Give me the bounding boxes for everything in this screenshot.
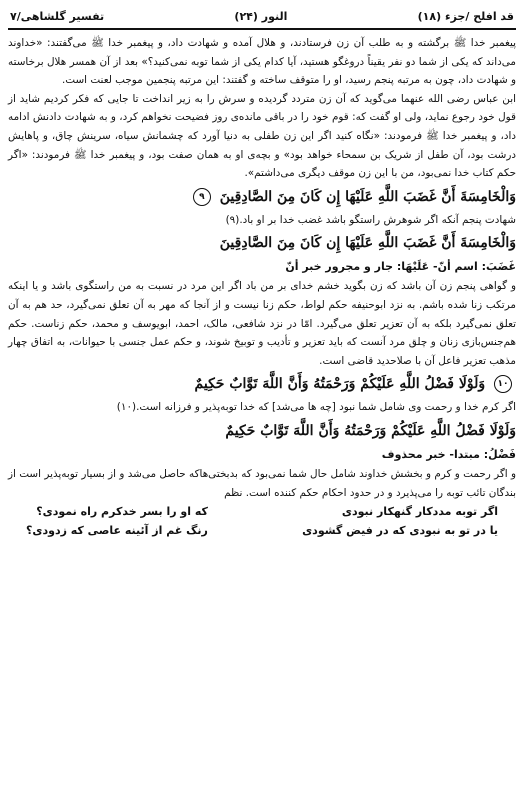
- header-book: تفسیر گلشاهی/۷: [10, 9, 105, 23]
- verse-9-translation: شهادت پنجم آنکه اگر شوهرش راستگو باشد غضب خدا بر او باد.(۹): [225, 213, 516, 226]
- commentary-10: و اگر رحمت و کرم و بخشش خداوند شامل حال شما نمی‌بود که بدبختی‌هاکه حاصل می‌شد و از بسیار توبه‌پذیر است از بندگان تائب توبه را می‌پذیرد و در حدود احکام حکم کننده است. نظم: [8, 467, 516, 499]
- page: [0, 6, 524, 803]
- verse-9-number: ۹: [193, 188, 211, 206]
- grammar-9: غَضَبَ: اسم أنّ- عَلَيْهَا: جار و مجرور خبر أنّ: [285, 260, 516, 274]
- paragraph-1: پیغمبر خدا ﷺ برگشته و به طلب آن زن فرستادند، و هلال آمده و شهادت داد، و پیغمبر خدا ﷺ می‌گفتند: «خداوند می‌داند که یکی از شما دو نفر یقیناً دروغگو هستید، آیا کدام یکی از شما توبه نمی‌کنید؟» بعد از آن همسر هلال برخاسته و شهادت داد، چون به مرتبه پنجم رسید، او را متوقف ساخته و گفتند: این مرتبه پنجمین موجب لعنت است.: [8, 37, 516, 87]
- header-rule: [8, 28, 516, 30]
- running-header: [10, 6, 514, 26]
- verse-10-repeat: وَلَوْلَا فَضْلُ اللَّهِ عَلَيْكُمْ وَرَحْمَتُهُ وَأَنَّ اللَّهَ تَوَّابٌ حَكِيمٌ: [225, 422, 516, 439]
- poem-line-2-right: یا در تو به نبودی که در فیض گشودی: [302, 524, 498, 538]
- verse-10-text: وَلَوْلَا فَضْلُ اللَّهِ عَلَيْكُمْ وَرَحْمَتُهُ وَأَنَّ اللَّهَ تَوَّابٌ حَكِيمٌ: [194, 376, 486, 393]
- verse-9-repeat: وَالْخَامِسَةَ أَنَّ غَضَبَ اللَّهِ عَلَيْهَا إِن كَانَ مِنَ الصَّادِقِينَ: [219, 235, 516, 252]
- poem-line-1-right: اگر توبه مددکار گنهکار نبودی: [341, 505, 498, 519]
- poem-line-1-left: که او را بسر خدکرم راه نمودی؟: [36, 505, 208, 519]
- commentary-9: و گواهی پنجم زن آن باشد که زن بگوید خشم خدای بر من باد اگر این مرد در نسبت به من راستگوی باشد و یا اینکه مرتکب زنا شده باشم. به نزد ابوحنیفه حکم لواط، حکم زنا نیست و از آنجا که مهر به آن تعلق نمی‌گیرد، حد هم به آن تعلق نمی‌گیرد بلکه به آن تعزیر تعلق می‌گیرد. امّا در نزد شافعی، مالک، احمد، ابویوسف و محمد، حکم زناست. حکم هم‌جنس‌بازی زنان و چلق مرد آنست که باید تعزیر و تأدیب و توبیخ شوند، و حکم عمل جنسی با حیوانات، به اتفاق چهار مذهب تعزیر فاعل آن با صلاحدید قاضی است.: [8, 280, 516, 367]
- verse-10: [8, 370, 516, 398]
- poem-line-2-left: رنگ غم از آئینه عاصی که زدودی؟: [26, 524, 208, 538]
- poem: [8, 502, 516, 540]
- poem-left-column: [26, 502, 208, 540]
- grammar-10: فَضْلُ: مبتدا- خبر محذوف: [381, 447, 516, 461]
- header-juz: قد افلح /جزء (۱۸): [417, 9, 514, 23]
- verse-10-number: ۱۰: [494, 375, 512, 393]
- header-surah: النور (۲۴): [234, 9, 288, 23]
- paragraph-2: ابن عباس رضی الله عنهما می‌گوید که آن زن متردد گردیده و سرش را به زیر انداخت تا جایی که فکر کردیم شاید از قول خود رجوع نماید، ولی او گفت که: قوم خود را در باقی مانده‌ی روز فضیحت نخواهم کرد، و به شهادت دادنش ادامه داد، و پیغمبر خدا ﷺ فرمودند: «نگاه کنید اگر این زن طفلی به دنیا آورد که چشمانش سیاه، سرینش چاق، و پاهایش درشت بود، آن طفل از شریک بن سمحاء خواهد بود» و بچه‌ی او به همان صفت بود، و پیغمبر خدا ﷺ فرمودند: «اگر حکم کتاب خدا نمی‌بود، من با این زن موقف دیگری می‌داشتم».: [8, 92, 516, 180]
- poem-right-column: [302, 502, 498, 540]
- verse-10-translation: اگر کرم خدا و رحمت وی شامل شما نبود [چه ها می‌شد] که خدا توبه‌پذیر و فرزانه است.(۱۰): [116, 401, 516, 414]
- verse-9: [8, 183, 516, 211]
- page-body: [8, 34, 516, 540]
- verse-9-text: وَالْخَامِسَةَ أَنَّ غَضَبَ اللَّهِ عَلَيْهَا إِن كَانَ مِنَ الصَّادِقِينَ: [219, 188, 516, 205]
